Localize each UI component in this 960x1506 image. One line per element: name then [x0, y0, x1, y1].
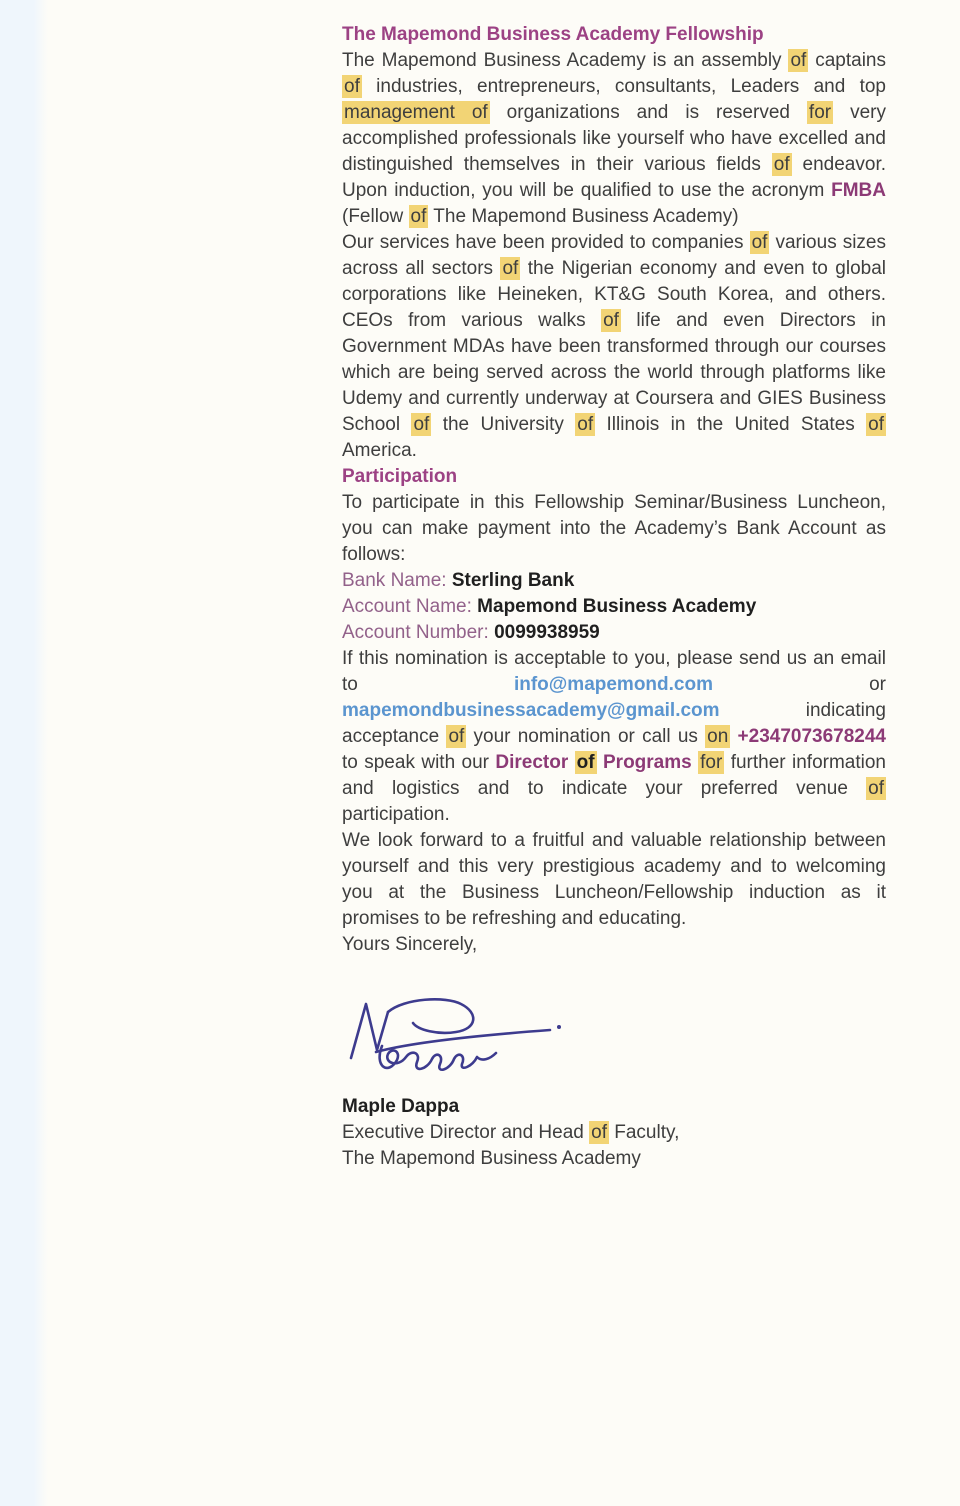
highlighted-word: of [577, 414, 594, 435]
highlighted-word: of [502, 258, 519, 279]
highlighted-word: of [868, 778, 884, 799]
run-text: indicating acceptance [342, 700, 886, 747]
run-text: endeavor. Upon induction, you will be qualified to use the acronym [342, 154, 887, 201]
run-text: life and even Directors in Government MDAs have been transformed through our courses which are being served across the world through platforms like Udemy and currently underway at Coursera and GIES Business School [342, 310, 887, 435]
email-link-primary[interactable]: info@mapemond.com [513, 674, 713, 695]
bank-details [342, 568, 886, 646]
highlighted-word: on [707, 726, 729, 747]
highlighted-word: management of [344, 102, 488, 123]
intro-paragraph [342, 48, 886, 230]
run-text: Faculty, [608, 1122, 680, 1143]
bank-name-value: Sterling Bank [451, 570, 575, 591]
director-title: Director [495, 752, 569, 773]
fmba-acronym: FMBA [831, 180, 886, 201]
letter-body [342, 22, 886, 1172]
run-text: If this nomination is acceptable to you, please send us an email to [342, 648, 886, 695]
highlighted-word: of [603, 310, 619, 331]
run-text: Our services have been provided to companies [342, 232, 750, 253]
services-paragraph [342, 230, 886, 464]
highlighted-word: of [576, 752, 595, 773]
highlighted-word: of [591, 1122, 607, 1143]
signature-block [346, 996, 886, 1094]
run-text: Illinois in the United States [595, 414, 867, 435]
email-link-secondary[interactable]: mapemondbusinessacademy@gmail.com [342, 700, 720, 721]
signatory-org: The Mapemond Business Academy [342, 1148, 641, 1169]
run-text: industries, entrepreneurs, consultants, Leaders and top [361, 76, 886, 97]
run-text: captains [808, 50, 886, 71]
programs-title: Programs [603, 752, 692, 773]
run-text: further information and logistics and to indicate your preferred venue [342, 752, 886, 799]
run-text: organizations and is reserved [489, 102, 807, 123]
account-number-label: Account Number: [342, 622, 495, 643]
highlighted-word: of [773, 154, 790, 175]
run-text: or [713, 674, 886, 695]
highlighted-word: for [808, 102, 832, 123]
account-number-value: 0099938959 [494, 622, 600, 643]
run-text: the Nigerian economy and even to global corporations like Heineken, KT&G South Korea, and others. CEOs from various walks [342, 258, 886, 331]
page-left-margin [0, 0, 48, 1506]
participation-heading: Participation [342, 466, 458, 487]
highlighted-word: of [410, 206, 427, 227]
highlighted-word: of [790, 50, 807, 71]
run-text: We look forward to a fruitful and valuable relationship between yourself and this very prestigious academy and to welcoming you at the Business Luncheon/Fellowship induction as it promises to be refreshing and educating. [342, 830, 886, 929]
fellowship-heading: The Mapemond Business Academy Fellowship [342, 24, 764, 45]
highlighted-word: of [344, 76, 360, 97]
highlighted-word: of [413, 414, 430, 435]
run-text [568, 752, 574, 773]
run-text: Yours Sincerely, [342, 934, 478, 955]
run-text: your nomination or call us [466, 726, 706, 747]
highlighted-word: of [448, 726, 465, 747]
highlighted-word: of [868, 414, 884, 435]
run-text [730, 726, 737, 747]
bank-name-label: Bank Name: [342, 570, 452, 591]
nomination-paragraph [342, 646, 886, 828]
signature-image [346, 996, 574, 1086]
run-text: participation. [342, 804, 450, 825]
run-text: various sizes across all sectors [342, 232, 886, 279]
signatory-block [342, 1094, 886, 1172]
signatory-title: Executive Director and Head [342, 1122, 590, 1143]
highlighted-word: for [700, 752, 723, 773]
run-text: the University [431, 414, 576, 435]
closing-paragraph [342, 828, 886, 932]
run-text: America. [342, 440, 417, 461]
run-text: The Mapemond Business Academy is an assembly [342, 50, 789, 71]
signatory-name: Maple Dappa [342, 1096, 460, 1117]
run-text: (Fellow [342, 206, 409, 227]
run-text: To participate in this Fellowship Seminar/Business Luncheon, you can make payment into the Academy’s Bank Account as follows: [342, 492, 886, 565]
run-text: very accomplished professionals like yourself who have excelled and distinguished themselves in their various fields [342, 102, 886, 175]
phone-number[interactable]: +2347073678244 [737, 726, 886, 747]
account-name-value: Mapemond Business Academy [477, 596, 757, 617]
account-name-label: Account Name: [342, 596, 478, 617]
run-text: The Mapemond Business Academy) [428, 206, 739, 227]
participation-paragraph [342, 490, 886, 568]
run-text: to speak with our [342, 752, 496, 773]
valediction [342, 932, 886, 958]
highlighted-word: of [751, 232, 768, 253]
